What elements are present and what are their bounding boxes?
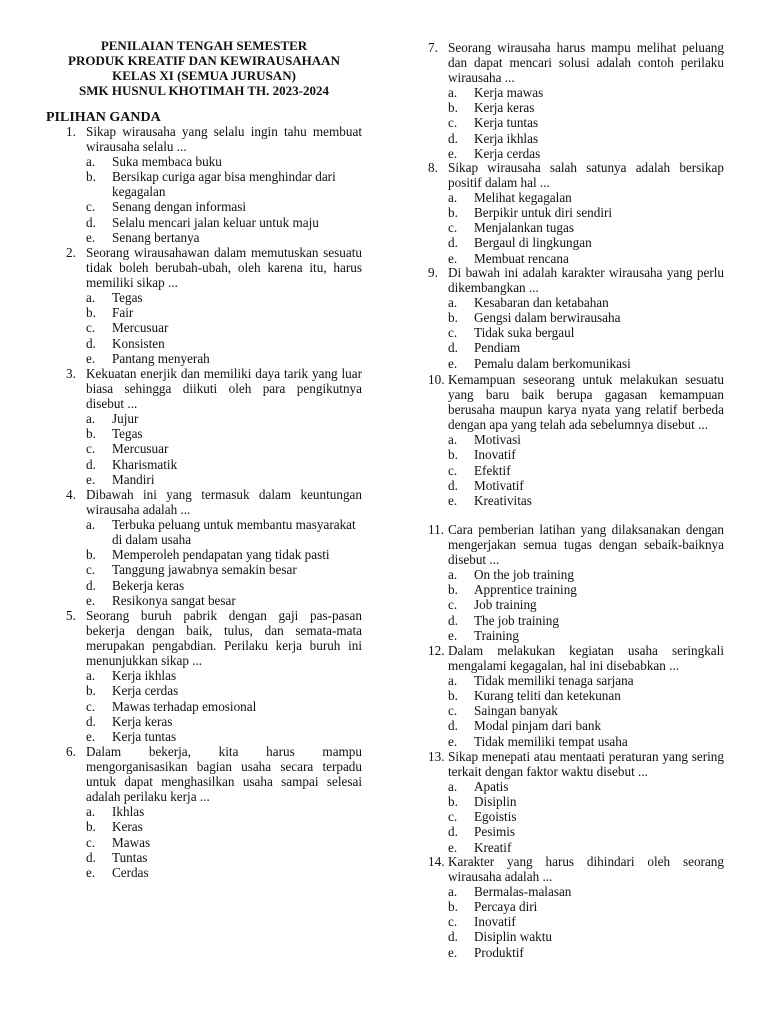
option-text: Membuat rencana xyxy=(474,250,569,266)
answer-options xyxy=(66,290,362,365)
question-5 xyxy=(66,608,362,744)
option-text: Bekerja keras xyxy=(112,577,185,593)
option-text: Terbuka peluang untuk membantu masyarakat di dalam usaha xyxy=(112,517,356,548)
option-letter: d. xyxy=(448,235,458,251)
option-text: Egoistis xyxy=(474,809,517,825)
question-text: Cara pemberian latihan yang dilaksanakan dengan mengerjakan semua tugas dengan sebaik-baiknya disebut ... xyxy=(448,522,724,568)
answer-option xyxy=(448,809,724,824)
question-3 xyxy=(66,366,362,487)
answer-option xyxy=(448,688,724,703)
answer-option xyxy=(448,597,724,612)
option-text: Keras xyxy=(112,819,143,835)
option-text: Mandiri xyxy=(112,471,155,487)
question-12 xyxy=(428,643,724,749)
answer-option xyxy=(448,734,724,749)
answer-option xyxy=(448,914,724,929)
answer-option xyxy=(448,220,724,235)
option-text: Efektif xyxy=(474,462,511,478)
question-number: 11. xyxy=(428,522,444,537)
option-text: Training xyxy=(474,627,519,643)
question-14 xyxy=(428,854,724,960)
option-letter: b. xyxy=(448,688,458,704)
question-text: Kekuatan enerjik dan memiliki daya tarik yang luar biasa sehingga diikuti oleh para pengikutnya disebut ... xyxy=(86,366,362,412)
option-letter: e. xyxy=(448,145,458,161)
option-text: Suka membaca buku xyxy=(112,154,222,170)
option-letter: d. xyxy=(86,335,96,351)
answer-options xyxy=(66,517,362,608)
question-text: Dalam bekerja, kita harus mampu mengorganisasikan bagian usaha secara terpadu untuk dapat menghasilkan usaha sampai selesai adalah perilaku kerja ... xyxy=(86,744,362,805)
option-letter: c. xyxy=(86,441,96,457)
option-letter: d. xyxy=(448,130,458,146)
answer-option xyxy=(86,426,362,441)
option-letter: e. xyxy=(86,592,96,608)
question-number: 12. xyxy=(428,643,445,658)
answer-option xyxy=(86,169,362,199)
question-text: Sikap wirausaha salah satunya adalah bersikap positif dalam hal ... xyxy=(448,160,724,191)
answer-option xyxy=(448,310,724,325)
answer-options xyxy=(66,804,362,879)
question-number: 7. xyxy=(428,40,438,55)
option-text: Selalu mencari jalan keluar untuk maju xyxy=(112,214,319,230)
question-11 xyxy=(428,522,724,643)
option-letter: c. xyxy=(448,462,458,478)
option-letter: d. xyxy=(86,849,96,865)
option-letter: e. xyxy=(86,350,96,366)
option-text: Tegas xyxy=(112,426,143,442)
answer-option xyxy=(448,190,724,205)
answer-options xyxy=(428,884,724,959)
option-text: Pantang menyerah xyxy=(112,350,210,366)
option-letter: c. xyxy=(86,320,96,336)
question-number: 3. xyxy=(66,366,76,381)
header-subject: PRODUK KREATIF DAN KEWIRAUSAHAAN xyxy=(68,53,340,68)
option-text: Senang bertanya xyxy=(112,229,200,245)
option-letter: d. xyxy=(86,214,96,230)
answer-option xyxy=(448,131,724,146)
question-7 xyxy=(428,40,724,161)
option-letter: a. xyxy=(86,804,96,820)
option-letter: d. xyxy=(448,612,458,628)
answer-options xyxy=(428,432,724,507)
option-text: Memperoleh pendapatan yang tidak pasti xyxy=(112,547,330,563)
option-letter: a. xyxy=(448,673,458,689)
header-class: KELAS XI (SEMUA JURUSAN) xyxy=(112,68,296,83)
option-letter: b. xyxy=(86,169,96,185)
question-number: 9. xyxy=(428,265,438,280)
option-letter: a. xyxy=(86,290,96,306)
question-text: Seorang buruh pabrik dengan gaji pas-pasan bekerja dengan baik, tulus, dan semata-mata merupakan pengabdian. Perilaku kerja buruh ini menunjukkan sikap ... xyxy=(86,608,362,669)
answer-option xyxy=(448,115,724,130)
option-text: Mercusuar xyxy=(112,320,169,336)
option-text: Produktif xyxy=(474,944,524,960)
answer-options xyxy=(428,779,724,854)
option-text: Inovatif xyxy=(474,447,516,463)
answer-option xyxy=(86,865,362,880)
header-title: PENILAIAN TENGAH SEMESTER xyxy=(100,38,308,53)
answer-option xyxy=(448,356,724,371)
question-number: 5. xyxy=(66,608,76,623)
option-text: Mawas terhadap emosional xyxy=(112,698,257,714)
answer-option xyxy=(86,441,362,456)
option-text: Disiplin xyxy=(474,794,517,810)
option-text: Mawas xyxy=(112,834,151,850)
option-text: Mercusuar xyxy=(112,441,169,457)
option-letter: a. xyxy=(86,411,96,427)
answer-option xyxy=(448,251,724,266)
option-text: Kerja tuntas xyxy=(474,115,539,131)
section-title: PILIHAN GANDA xyxy=(46,110,161,125)
option-text: Cerdas xyxy=(112,864,149,880)
question-text: Dalam melakukan kegiatan usaha seringkali mengalami kegagalan, hal ini disebabkan ... xyxy=(448,643,724,674)
option-letter: d. xyxy=(86,456,96,472)
option-text: Tegas xyxy=(112,290,143,306)
exam-header xyxy=(46,38,362,98)
option-text: Tuntas xyxy=(112,849,148,865)
option-letter: a. xyxy=(448,190,458,206)
option-letter: b. xyxy=(448,100,458,116)
option-text: Modal pinjam dari bank xyxy=(474,718,602,734)
question-number: 1. xyxy=(66,124,76,139)
option-letter: c. xyxy=(448,325,458,341)
option-letter: a. xyxy=(86,668,96,684)
option-letter: b. xyxy=(86,426,96,442)
answer-option xyxy=(86,683,362,698)
option-text: On the job training xyxy=(474,567,574,583)
option-text: Menjalankan tugas xyxy=(474,220,574,236)
question-number: 2. xyxy=(66,245,76,260)
question-4 xyxy=(66,487,362,608)
option-text: Tidak memiliki tenaga sarjana xyxy=(474,673,634,689)
answer-option xyxy=(448,340,724,355)
option-text: Fair xyxy=(112,305,134,321)
answer-option xyxy=(448,703,724,718)
answer-options xyxy=(66,411,362,486)
option-letter: b. xyxy=(448,899,458,915)
option-text: Bersikap curiga agar bisa menghindar dari kegagalan xyxy=(112,169,336,200)
option-letter: e. xyxy=(448,355,458,371)
answer-option xyxy=(448,929,724,944)
option-letter: a. xyxy=(448,85,458,101)
answer-option xyxy=(448,899,724,914)
option-letter: e. xyxy=(86,471,96,487)
option-letter: d. xyxy=(448,824,458,840)
question-13 xyxy=(428,749,724,855)
option-letter: d. xyxy=(86,577,96,593)
question-text: Karakter yang harus dihindari oleh seorang wirausaha adalah ... xyxy=(448,854,724,885)
answer-option xyxy=(448,567,724,582)
answer-option xyxy=(448,432,724,447)
question-text: Dibawah ini yang termasuk dalam keuntungan wirausaha adalah ... xyxy=(86,487,362,518)
option-text: Kerja keras xyxy=(474,100,535,116)
option-letter: b. xyxy=(448,205,458,221)
answer-option xyxy=(86,411,362,426)
answer-options xyxy=(66,154,362,245)
option-letter: e. xyxy=(86,229,96,245)
question-number: 10. xyxy=(428,372,445,387)
option-text: Gengsi dalam berwirausaha xyxy=(474,310,621,326)
answer-option xyxy=(86,593,362,608)
option-text: Percaya diri xyxy=(474,899,538,915)
answer-option xyxy=(86,215,362,230)
question-text: Kemampuan seseorang untuk melakukan sesuatu yang baru baik berupa gagasan kemampuan berusaha maupun karya nyata yang relatif berbeda dengan apa yang telah ada sebelumnya disebut ... xyxy=(448,372,724,433)
answer-option xyxy=(448,493,724,508)
answer-option xyxy=(448,582,724,597)
question-number: 14. xyxy=(428,854,445,869)
option-text: Tanggung jawabnya semakin besar xyxy=(112,562,297,578)
option-text: Saingan banyak xyxy=(474,703,558,719)
answer-option xyxy=(86,154,362,169)
question-text: Seorang wirausaha harus mampu melihat peluang dan dapat mencari solusi adalah contoh perilaku wirausaha ... xyxy=(448,40,724,86)
answer-options xyxy=(428,567,724,642)
question-number: 8. xyxy=(428,160,438,175)
question-6 xyxy=(66,744,362,880)
answer-option xyxy=(448,463,724,478)
option-text: The job training xyxy=(474,612,559,628)
option-letter: c. xyxy=(448,597,458,613)
question-1 xyxy=(66,124,362,245)
answer-option xyxy=(448,779,724,794)
answer-option xyxy=(448,824,724,839)
answer-options xyxy=(428,295,724,370)
answer-option xyxy=(448,840,724,855)
question-9 xyxy=(428,265,724,371)
option-letter: c. xyxy=(86,562,96,578)
option-text: Bermalas-malasan xyxy=(474,884,572,900)
answer-options xyxy=(66,668,362,743)
answer-option xyxy=(86,804,362,819)
option-text: Job training xyxy=(474,597,537,613)
answer-option xyxy=(448,325,724,340)
option-text: Jujur xyxy=(112,411,139,427)
answer-option xyxy=(86,668,362,683)
option-letter: c. xyxy=(86,199,96,215)
option-letter: c. xyxy=(448,809,458,825)
option-letter: e. xyxy=(448,627,458,643)
option-text: Pemalu dalam berkomunikasi xyxy=(474,355,631,371)
option-text: Tidak suka bergaul xyxy=(474,325,575,341)
option-text: Kreatif xyxy=(474,839,512,855)
option-letter: e. xyxy=(448,944,458,960)
answer-option xyxy=(86,729,362,744)
option-letter: a. xyxy=(448,567,458,583)
answer-option xyxy=(86,562,362,577)
option-text: Kerja cerdas xyxy=(474,145,541,161)
option-letter: e. xyxy=(448,250,458,266)
answer-option xyxy=(86,472,362,487)
option-letter: b. xyxy=(448,447,458,463)
question-text: Sikap wirausaha yang selalu ingin tahu membuat wirausaha selalu ... xyxy=(86,124,362,155)
option-letter: c. xyxy=(86,698,96,714)
answer-option xyxy=(448,85,724,100)
answer-option xyxy=(86,517,362,547)
option-letter: e. xyxy=(86,864,96,880)
answer-option xyxy=(86,320,362,335)
answer-option xyxy=(86,336,362,351)
answer-option xyxy=(448,447,724,462)
option-letter: a. xyxy=(448,779,458,795)
option-text: Melihat kegagalan xyxy=(474,190,572,206)
answer-option xyxy=(448,146,724,161)
answer-option xyxy=(86,819,362,834)
option-text: Bergaul di lingkungan xyxy=(474,235,592,251)
option-letter: c. xyxy=(448,914,458,930)
option-letter: d. xyxy=(448,718,458,734)
answer-option xyxy=(448,478,724,493)
answer-option xyxy=(86,199,362,214)
answer-option xyxy=(86,457,362,472)
option-text: Kharismatik xyxy=(112,456,178,472)
option-letter: a. xyxy=(448,295,458,311)
answer-option xyxy=(448,628,724,643)
option-letter: c. xyxy=(448,115,458,131)
option-text: Kerja ikhlas xyxy=(112,668,177,684)
answer-options xyxy=(428,190,724,265)
option-text: Kerja cerdas xyxy=(112,683,179,699)
answer-option xyxy=(448,205,724,220)
answer-option xyxy=(448,718,724,733)
option-letter: b. xyxy=(448,582,458,598)
question-2 xyxy=(66,245,362,366)
option-letter: a. xyxy=(448,884,458,900)
option-text: Kurang teliti dan ketekunan xyxy=(474,688,621,704)
option-letter: b. xyxy=(86,547,96,563)
option-text: Apprentice training xyxy=(474,582,577,598)
answer-option xyxy=(86,351,362,366)
option-letter: d. xyxy=(448,929,458,945)
answer-option xyxy=(448,945,724,960)
answer-option xyxy=(86,578,362,593)
option-letter: b. xyxy=(448,794,458,810)
option-letter: a. xyxy=(86,517,96,533)
answer-option xyxy=(86,290,362,305)
answer-option xyxy=(86,699,362,714)
option-letter: c. xyxy=(448,220,458,236)
option-text: Senang dengan informasi xyxy=(112,199,247,215)
option-text: Kesabaran dan ketabahan xyxy=(474,295,609,311)
answer-option xyxy=(448,100,724,115)
option-letter: d. xyxy=(86,713,96,729)
answer-option xyxy=(448,673,724,688)
question-number: 13. xyxy=(428,749,445,764)
option-text: Motivatif xyxy=(474,477,524,493)
answer-option xyxy=(86,305,362,320)
answer-options xyxy=(428,85,724,160)
answer-option xyxy=(86,230,362,245)
option-letter: e. xyxy=(448,492,458,508)
option-text: Kerja mawas xyxy=(474,85,544,101)
option-text: Kerja ikhlas xyxy=(474,130,539,146)
option-text: Ikhlas xyxy=(112,804,145,820)
header-school: SMK HUSNUL KHOTIMAH TH. 2023-2024 xyxy=(78,83,330,98)
option-text: Tidak memiliki tempat usaha xyxy=(474,733,628,749)
answer-options xyxy=(428,673,724,748)
option-letter: b. xyxy=(86,305,96,321)
option-letter: e. xyxy=(448,733,458,749)
option-letter: b. xyxy=(86,683,96,699)
option-text: Resikonya sangat besar xyxy=(112,592,236,608)
option-text: Disiplin waktu xyxy=(474,929,553,945)
answer-option xyxy=(86,850,362,865)
answer-option xyxy=(448,794,724,809)
option-letter: b. xyxy=(448,310,458,326)
option-letter: c. xyxy=(448,703,458,719)
question-8 xyxy=(428,160,724,266)
option-letter: e. xyxy=(86,728,96,744)
option-text: Kreativitas xyxy=(474,492,532,508)
option-letter: b. xyxy=(86,819,96,835)
answer-option xyxy=(86,714,362,729)
option-text: Inovatif xyxy=(474,914,516,930)
question-text: Sikap menepati atau mentaati peraturan yang sering terkait dengan faktor waktu disebut ... xyxy=(448,749,724,780)
question-text: Seorang wirausahawan dalam memutuskan sesuatu tidak boleh berubah-ubah, oleh karena itu, harus memiliki sikap ... xyxy=(86,245,362,291)
option-text: Berpikir untuk diri sendiri xyxy=(474,205,613,221)
option-letter: c. xyxy=(86,834,96,850)
option-text: Pesimis xyxy=(474,824,516,840)
answer-option xyxy=(86,547,362,562)
option-letter: d. xyxy=(448,340,458,356)
option-text: Kerja tuntas xyxy=(112,728,177,744)
option-text: Apatis xyxy=(474,779,509,795)
answer-option xyxy=(448,613,724,628)
question-10 xyxy=(428,372,724,508)
answer-option xyxy=(86,835,362,850)
option-text: Konsisten xyxy=(112,335,165,351)
answer-option xyxy=(448,884,724,899)
option-text: Kerja keras xyxy=(112,713,173,729)
question-number: 4. xyxy=(66,487,76,502)
option-letter: a. xyxy=(448,432,458,448)
answer-option xyxy=(448,235,724,250)
question-text: Di bawah ini adalah karakter wirausaha yang perlu dikembangkan ... xyxy=(448,265,724,296)
option-letter: a. xyxy=(86,154,96,170)
option-letter: d. xyxy=(448,477,458,493)
option-letter: e. xyxy=(448,839,458,855)
question-number: 6. xyxy=(66,744,76,759)
option-text: Pendiam xyxy=(474,340,521,356)
option-text: Motivasi xyxy=(474,432,521,448)
answer-option xyxy=(448,295,724,310)
